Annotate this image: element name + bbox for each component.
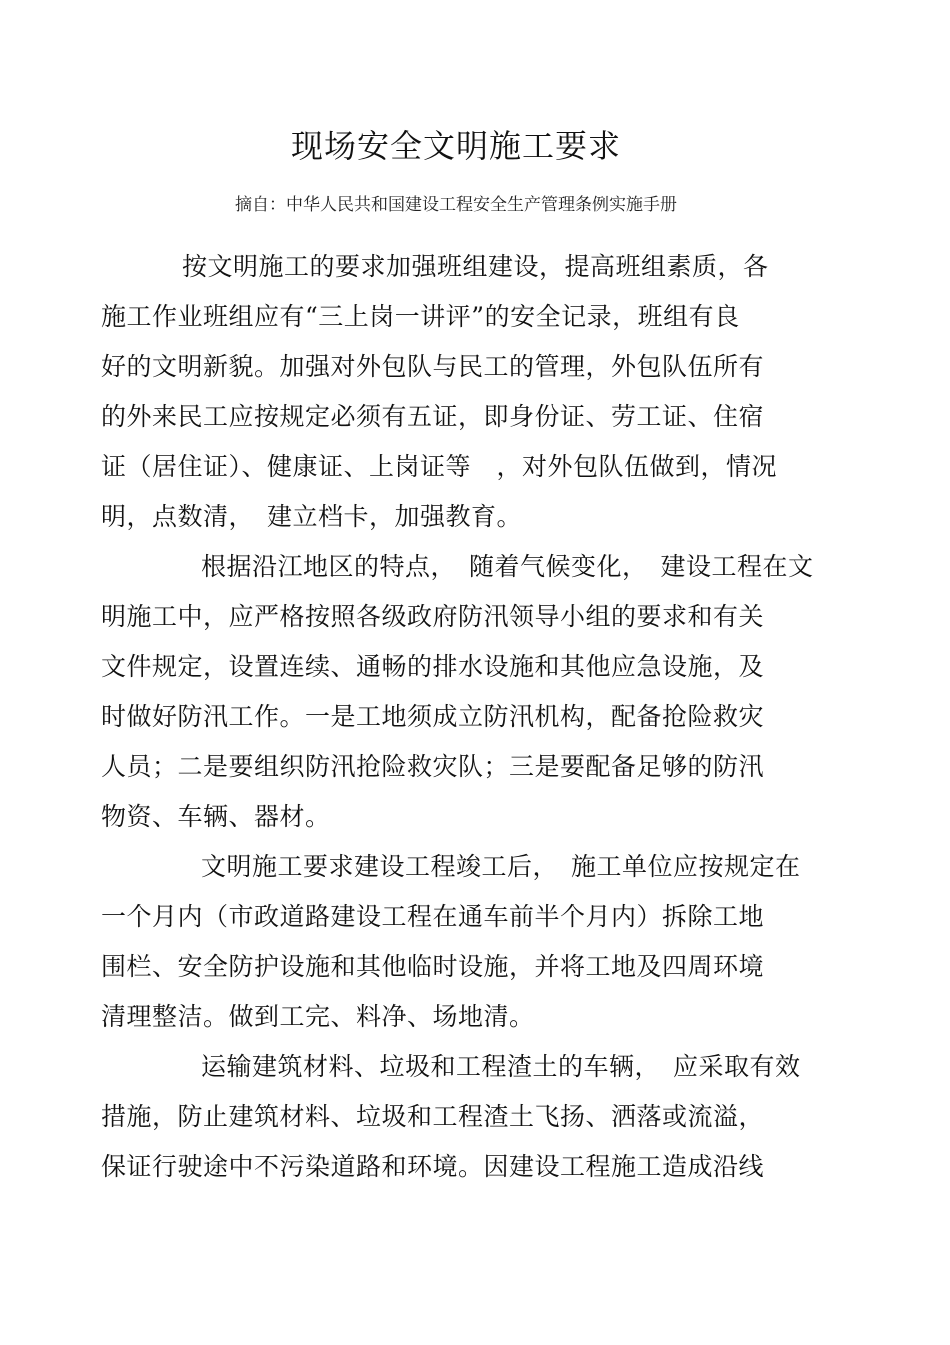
body-line: 文明施工要求建设工程竣工后， 施工单位应按规定在 (201, 852, 801, 881)
body-line: 的外来民工应按规定必须有五证，即身份证、劳工证、住宿 (101, 402, 765, 431)
body-line: 保证行驶途中不污染道路和环境。因建设工程施工造成沿线 (101, 1152, 765, 1181)
body-line: 物资、车辆、器材。 (101, 802, 331, 831)
body-line: 文件规定，设置连续、通畅的排水设施和其他应急设施，及 (101, 652, 765, 681)
body-line: 人员；二是要组织防汛抢险救灾队；三是要配备足够的防汛 (101, 752, 765, 781)
body-line: 措施，防止建筑材料、垃圾和工程渣土飞扬、洒落或流溢， (101, 1102, 765, 1131)
body-line: 清理整洁。做到工完、料净、场地清。 (101, 1002, 535, 1031)
document-title: 现场安全文明施工要求 (290, 127, 621, 165)
body-line: 证（居住证）、健康证、上岗证等 ，对外包队伍做到，情况 (101, 452, 778, 481)
body-line: 运输建筑材料、垃圾和工程渣土的车辆， 应采取有效 (201, 1052, 801, 1081)
body-line: 好的文明新貌。加强对外包队与民工的管理，外包队伍所有 (101, 352, 765, 381)
body-line: 时做好防汛工作。一是工地须成立防汛机构，配备抢险救灾 (101, 702, 765, 731)
body-line: 围栏、安全防护设施和其他临时设施，并将工地及四周环境 (101, 952, 765, 981)
body-line: 明施工中，应严格按照各级政府防汛领导小组的要求和有关 (101, 602, 765, 631)
body-line: 明，点数清， 建立档卡，加强教育。 (101, 502, 523, 531)
body-line: 根据沿江地区的特点， 随着气候变化， 建设工程在文 (201, 552, 814, 581)
body-line: 施工作业班组应有“三上岗一讲评”的安全记录，班组有良 (101, 302, 740, 331)
document-source: 摘自：中华人民共和国建设工程安全生产管理条例实施手册 (235, 195, 677, 215)
body-line: 按文明施工的要求加强班组建设，提高班组素质，各 (182, 252, 769, 281)
body-line: 一个月内（市政道路建设工程在通车前半个月内）拆除工地 (101, 902, 765, 931)
